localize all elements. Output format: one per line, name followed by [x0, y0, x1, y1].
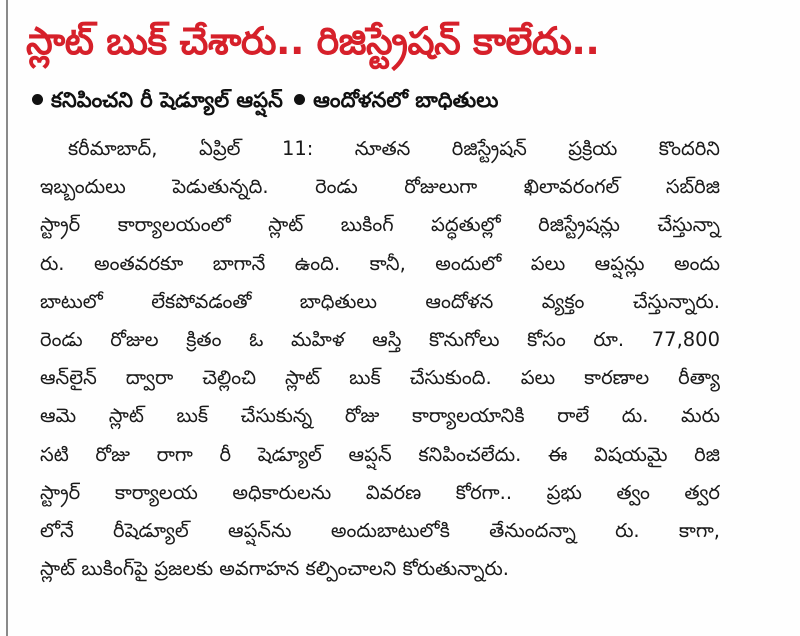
subhead-item-2: ఆందోళనలో బాధితులు — [313, 88, 499, 112]
body-line-8: ఆమె స్లాట్ బుక్ చేసుకున్న రోజు కార్యాలయానికి రాలే దు. మరు — [40, 404, 720, 428]
body-line-3: స్ట్రార్ కార్యాలయంలో స్లాట్ బుకింగ్ పద్ధతుల్లో రిజిస్ట్రేషన్లు చేస్తున్నా — [40, 213, 720, 237]
body-line-10: స్ట్రార్ కార్యాలయ అధికారులను వివరణ కోరగా.. ప్రభు త్వం త్వర — [40, 480, 720, 504]
bullet-icon — [32, 94, 43, 105]
body-line-1: కరీమాబాద్, ఏప్రిల్ 11: నూతన రిజిస్ట్రేషన్ ప్రక్రియ కొందరిని — [68, 137, 720, 160]
column-rule — [6, 0, 8, 636]
headline: స్లాట్ బుక్ చేశారు.. రిజిస్ట్రేషన్ కాలేదు.. — [26, 19, 600, 63]
body-line-4: రు. అంతవరకూ బాగానే ఉంది. కానీ, అందులో పలు ఆప్షన్లు అందు — [40, 251, 720, 275]
article-body — [40, 130, 720, 588]
subheadline — [28, 82, 788, 118]
body-line-12: స్లాట్ బుకింగ్‌పై ప్రజలకు అవగాహన కల్పించాలని కోరుతున్నారు. — [40, 557, 509, 581]
body-line-2: ఇబ్బందులు పెడుతున్నది. రెండు రోజులుగా ఖిలావరంగల్ సబ్‌రిజి — [40, 175, 720, 199]
body-line-11: లోనే రీషెడ్యూల్ ఆప్షన్‌ను అందుబాటులోకి తేనుందన్నా రు. కాగా, — [40, 518, 720, 542]
bullet-icon — [294, 94, 305, 105]
body-line-5: బాటులో లేకపోవడంతో బాధితులు ఆందోళన వ్యక్తం చేస్తున్నారు. — [40, 289, 720, 313]
body-line-6: రెండు రోజుల క్రితం ఓ మహిళ ఆస్తి కొనుగోలు కోసం రూ. 77,800 — [40, 327, 720, 351]
body-line-9: సటి రోజు రాగా రీ షెడ్యూల్ ఆప్షన్ కనిపించలేదు. ఈ విషయమై రిజి — [40, 442, 720, 466]
body-line-7: ఆన్‌లైన్ ద్వారా చెల్లించి స్లాట్ బుక్ చేసుకుంది. పలు కారణాల రీత్యా — [40, 366, 720, 390]
subhead-item-1: కనిపించని రీ షెడ్యూల్ ఆప్షన్ — [51, 88, 283, 112]
